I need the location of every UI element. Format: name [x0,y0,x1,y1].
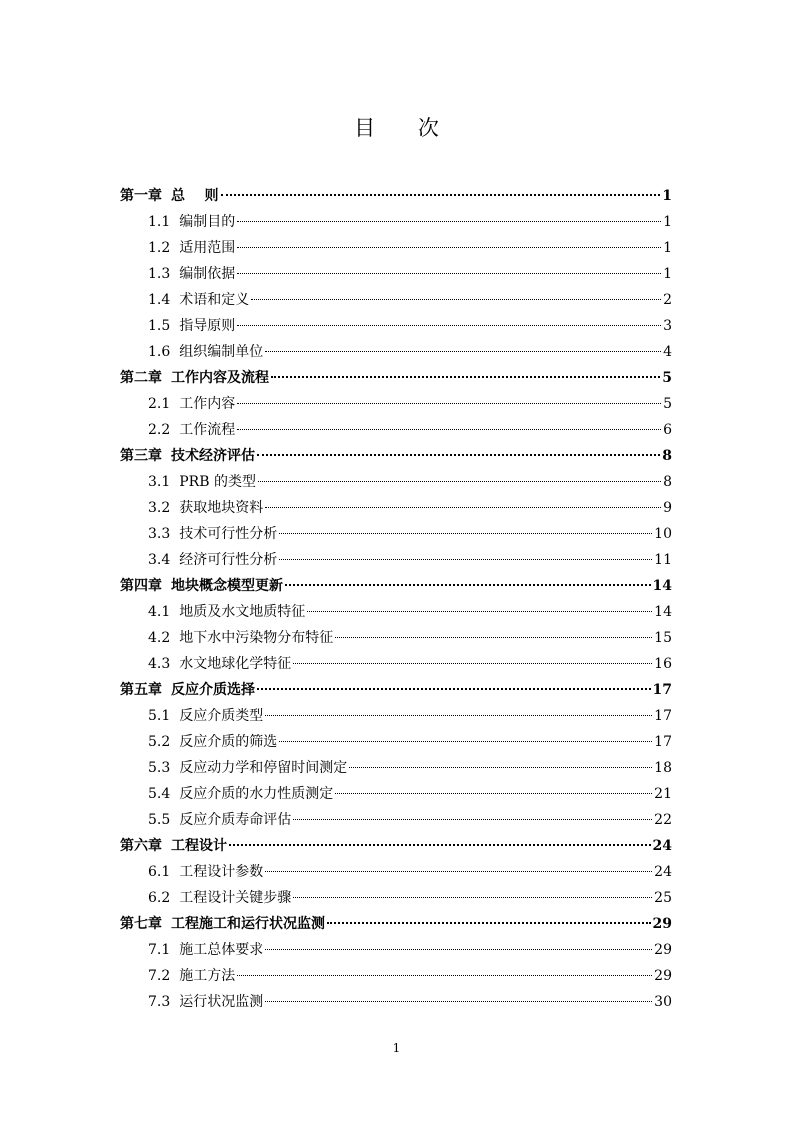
toc-dot-leader [271,376,660,378]
toc-section-entry[interactable] [120,287,672,313]
toc-dot-leader [265,715,652,716]
toc-entry-page: 4 [663,344,672,360]
toc-entry-number: 第七章 [120,916,162,932]
toc-dot-leader [257,688,651,690]
toc-entry-number: 5.1 [148,708,171,724]
toc-section-entry[interactable] [120,209,672,235]
toc-entry-number: 第六章 [120,838,162,854]
toc-entry-title: 反应介质寿命评估 [179,812,292,828]
toc-dot-leader [265,1001,652,1002]
toc-dot-leader [279,533,652,534]
toc-entry-number: 1.1 [148,214,171,230]
toc-entry-page: 17 [654,734,672,750]
toc-entry-number: 3.1 [148,474,171,490]
toc-entry-page: 1 [662,188,672,204]
toc-chapter-entry[interactable] [120,833,672,859]
toc-section-entry[interactable] [120,235,672,261]
toc-entry-title: 施工总体要求 [179,942,264,958]
toc-entry-page: 17 [652,682,672,698]
toc-entry-page: 18 [654,760,672,776]
toc-dot-leader [349,767,652,768]
toc-dot-leader [221,194,661,196]
toc-entry-title: 适用范围 [179,240,236,256]
toc-entry-page: 21 [654,786,672,802]
toc-dot-leader [229,844,651,846]
toc-section-entry[interactable] [120,963,672,989]
toc-dot-leader [293,897,652,898]
toc-dot-leader [265,871,652,872]
toc-entry-title: 工程设计关键步骤 [179,890,292,906]
toc-entry-number: 6.2 [148,890,171,906]
toc-entry-title: 工程设计 [171,838,227,854]
table-of-contents [120,183,672,1015]
toc-entry-title: 技术可行性分析 [179,526,278,542]
page-title: 目 次 [354,116,457,140]
toc-entry-number: 3.4 [148,552,171,568]
toc-entry-number: 2.1 [148,396,171,412]
toc-entry-title: 地质及水文地质特征 [179,604,306,620]
toc-entry-number: 4.1 [148,604,171,620]
toc-section-entry[interactable] [120,781,672,807]
toc-entry-number: 6.1 [148,864,171,880]
toc-entry-title: 编制依据 [179,266,236,282]
toc-entry-title: 水文地球化学特征 [179,656,292,672]
toc-entry-number: 第四章 [120,578,162,594]
toc-section-entry[interactable] [120,937,672,963]
toc-entry-title: 反应介质选择 [171,682,255,698]
toc-entry-number: 7.1 [148,942,171,958]
toc-entry-title: 工作流程 [179,422,236,438]
toc-section-entry[interactable] [120,599,672,625]
toc-section-entry[interactable] [120,703,672,729]
toc-entry-title: 施工方法 [179,968,236,984]
toc-entry-title: 反应动力学和停留时间测定 [179,760,348,776]
toc-dot-leader [237,247,661,248]
toc-dot-leader [327,922,651,924]
toc-entry-page: 17 [654,708,672,724]
toc-section-entry[interactable] [120,521,672,547]
toc-dot-leader [335,637,652,638]
toc-entry-number: 1.4 [148,292,171,308]
toc-dot-leader [307,611,652,612]
toc-section-entry[interactable] [120,391,672,417]
toc-entry-page: 11 [654,552,672,568]
toc-entry-title: 地下水中污染物分布特征 [179,630,334,646]
toc-entry-title: 反应介质的水力性质测定 [179,786,334,802]
toc-section-entry[interactable] [120,313,672,339]
toc-entry-page: 25 [654,890,672,906]
toc-entry-page: 10 [654,526,672,542]
toc-dot-leader [265,351,661,352]
toc-entry-page: 1 [663,214,672,230]
toc-entry-page: 14 [654,604,672,620]
toc-section-entry[interactable] [120,495,672,521]
toc-entry-page: 29 [654,968,672,984]
toc-entry-number: 5.2 [148,734,171,750]
toc-entry-title: 地块概念模型更新 [171,578,283,594]
toc-entry-number: 第三章 [120,448,162,464]
toc-entry-page: 1 [663,240,672,256]
toc-chapter-entry[interactable] [120,677,672,703]
toc-entry-page: 16 [654,656,672,672]
toc-chapter-entry[interactable] [120,911,672,937]
toc-entry-title: 工作内容及流程 [171,370,269,386]
toc-dot-leader [237,273,661,274]
toc-entry-page: 29 [652,916,672,932]
toc-entry-number: 5.5 [148,812,171,828]
toc-section-entry[interactable] [120,547,672,573]
toc-entry-number: 1.6 [148,344,171,360]
toc-entry-title: 术语和定义 [179,292,250,308]
toc-entry-number: 3.2 [148,500,171,516]
toc-section-entry[interactable] [120,339,672,365]
toc-section-entry[interactable] [120,755,672,781]
toc-dot-leader [251,299,661,300]
toc-entry-title: 运行状况监测 [179,994,264,1010]
toc-section-entry[interactable] [120,469,672,495]
toc-dot-leader [293,819,652,820]
toc-entry-page: 8 [662,448,672,464]
toc-chapter-entry[interactable] [120,573,672,599]
toc-entry-title: 获取地块资料 [179,500,264,516]
toc-section-entry[interactable] [120,885,672,911]
toc-entry-number: 7.3 [148,994,171,1010]
toc-entry-page: 5 [663,396,672,412]
toc-entry-title: 指导原则 [179,318,236,334]
toc-section-entry[interactable] [120,261,672,287]
toc-section-entry[interactable] [120,417,672,443]
toc-entry-page: 24 [652,838,672,854]
toc-entry-title: 总 则 [171,188,219,204]
toc-entry-title: 工作内容 [179,396,236,412]
toc-section-entry[interactable] [120,651,672,677]
toc-entry-page: 8 [663,474,672,490]
toc-entry-page: 1 [663,266,672,282]
toc-dot-leader [237,325,661,326]
toc-entry-number: 第一章 [120,188,162,204]
toc-entry-title: 编制目的 [179,214,236,230]
toc-entry-title: 组织编制单位 [179,344,264,360]
toc-entry-number: 4.3 [148,656,171,672]
toc-entry-title: 反应介质类型 [179,708,264,724]
toc-entry-page: 6 [663,422,672,438]
toc-dot-leader [279,559,652,560]
toc-dot-leader [293,663,652,664]
toc-dot-leader [258,481,661,482]
toc-entry-title: 工程设计参数 [179,864,264,880]
toc-dot-leader [237,221,661,222]
toc-entry-number: 1.5 [148,318,171,334]
toc-entry-page: 22 [654,812,672,828]
toc-section-entry[interactable] [120,859,672,885]
toc-chapter-entry[interactable] [120,365,672,391]
toc-entry-number: 5.3 [148,760,171,776]
toc-dot-leader [265,949,652,950]
toc-dot-leader [335,793,652,794]
toc-entry-title: 经济可行性分析 [179,552,278,568]
toc-entry-number: 1.2 [148,240,171,256]
toc-entry-page: 2 [663,292,672,308]
toc-section-entry[interactable] [120,807,672,833]
toc-dot-leader [279,741,652,742]
toc-entry-title: 反应介质的筛选 [179,734,278,750]
toc-dot-leader [265,507,661,508]
toc-entry-number: 5.4 [148,786,171,802]
toc-entry-page: 24 [654,864,672,880]
toc-chapter-entry[interactable] [120,443,672,469]
page-number: 1 [392,1041,401,1055]
toc-entry-number: 4.2 [148,630,171,646]
toc-entry-number: 第二章 [120,370,162,386]
toc-entry-number: 1.3 [148,266,171,282]
toc-dot-leader [285,584,651,586]
toc-dot-leader [237,975,652,976]
toc-entry-page: 9 [663,500,672,516]
toc-entry-page: 5 [662,370,672,386]
toc-section-entry[interactable] [120,989,672,1015]
toc-entry-number: 第五章 [120,682,162,698]
toc-entry-title: 工程施工和运行状况监测 [171,916,325,932]
toc-entry-page: 3 [663,318,672,334]
toc-dot-leader [237,403,661,404]
toc-entry-number: 3.3 [148,526,171,542]
toc-entry-title: 技术经济评估 [171,448,255,464]
toc-chapter-entry[interactable] [120,183,672,209]
toc-entry-number: 7.2 [148,968,171,984]
toc-entry-page: 29 [654,942,672,958]
toc-entry-number: 2.2 [148,422,171,438]
toc-entry-page: 30 [654,994,672,1010]
toc-section-entry[interactable] [120,729,672,755]
toc-dot-leader [237,429,661,430]
toc-section-entry[interactable] [120,625,672,651]
toc-entry-title: PRB 的类型 [179,474,256,490]
toc-dot-leader [257,454,660,456]
toc-entry-page: 15 [654,630,672,646]
toc-entry-page: 14 [652,578,672,594]
